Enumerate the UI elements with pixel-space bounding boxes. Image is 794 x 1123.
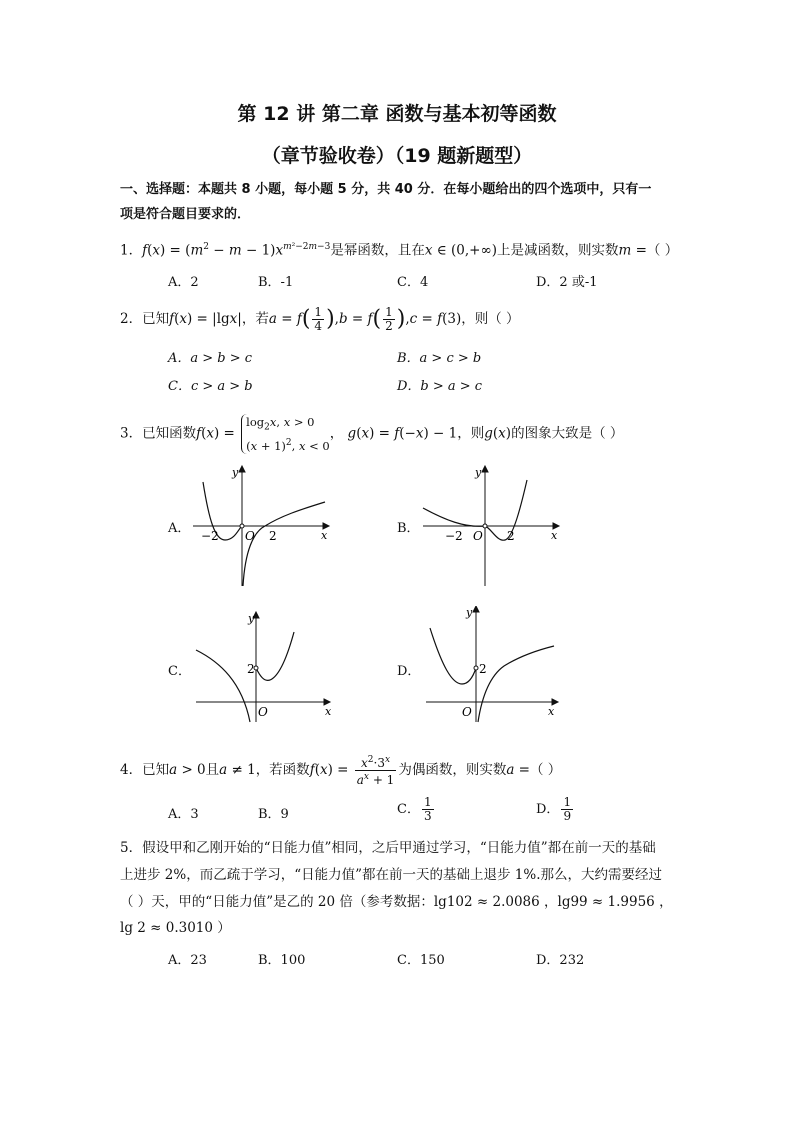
- curve-left: [196, 650, 250, 722]
- q5-option-c[interactable]: C．150: [397, 953, 445, 968]
- q4-option-a[interactable]: A．3: [168, 807, 199, 822]
- q1-option-d[interactable]: D．2 或-1: [536, 275, 598, 290]
- origin-label: O: [462, 705, 472, 719]
- curve-left: [430, 628, 476, 684]
- q3-option-a[interactable]: A．: [168, 521, 191, 536]
- question-3: 3．已知函数$f(x) = \log_2x$, x > 0 $(x + 1)^2$, x < 0， g(x) = f(−x) − 1，则g(x)的图象大致是（ ）: [120, 415, 624, 454]
- curve-right: [478, 646, 554, 722]
- tick-2: 2: [479, 662, 487, 676]
- graph-d[interactable]: [420, 606, 570, 728]
- section-header-line1: 一、选择题：本题共 8 小题，每小题 5 分，共 40 分．在每小题给出的四个选项中，只有一: [120, 182, 652, 197]
- open-point: [474, 666, 478, 670]
- x-label: x: [551, 529, 558, 542]
- question-1: 1．$f(x) = (m^2 - m - 1)x^{m^2-2m-3}$是幂函数，且在x ∈ (0,+∞)上是减函数，则实数m =（ ）: [120, 242, 679, 259]
- origin-label: O: [245, 529, 255, 543]
- q1-interval: x: [424, 242, 433, 259]
- q5-option-a[interactable]: A．23: [168, 953, 207, 968]
- q2-option-c[interactable]: C．c > a > b: [168, 379, 253, 394]
- x-label: x: [325, 705, 332, 718]
- q5-option-d[interactable]: D．232: [536, 953, 585, 968]
- y-arrow: [473, 606, 479, 612]
- curve-right: [256, 632, 294, 680]
- section-header-line2: 项是符合题目要求的．: [120, 207, 251, 222]
- question-5-line2: 上进步 2%，而乙疏于学习，“日能力值”都在前一天的基础上退步 1%.那么，大约需要经过: [120, 867, 663, 883]
- q1-text-c: （ ）: [646, 242, 679, 259]
- q4-number: 4．已知: [120, 762, 170, 778]
- y-arrow: [482, 466, 488, 472]
- q1-option-a[interactable]: A．2: [168, 275, 199, 290]
- q4-option-d[interactable]: D． $\frac{1}{9}$: [536, 795, 572, 823]
- question-2: 2．已知f(x) = |lgx|，若a = f( $\frac{1}{4}$ ),b = f( $\frac{1}{2}$ ),c = f(3)，则（ ）: [120, 305, 520, 333]
- graph-c[interactable]: [190, 606, 340, 728]
- y-label: y: [475, 466, 482, 479]
- q4-text-d: （ ）: [530, 762, 562, 778]
- q2-option-a[interactable]: A．a > b > c: [168, 351, 253, 366]
- open-point: [240, 524, 244, 528]
- q5-option-b[interactable]: B．100: [258, 953, 306, 968]
- q1-option-c[interactable]: C．4: [397, 275, 429, 290]
- q2-option-d[interactable]: D．b > a > c: [397, 379, 483, 394]
- graph-b[interactable]: [415, 462, 575, 592]
- page-title: 第 12 讲 第二章 函数与基本初等函数: [237, 103, 557, 125]
- origin-label: O: [258, 705, 268, 719]
- q4-text-b: ，若函数: [255, 762, 310, 778]
- y-label: y: [466, 606, 473, 619]
- x-label: x: [548, 705, 555, 718]
- q2-number: 2．已知: [120, 311, 170, 327]
- curve-right: [485, 480, 527, 540]
- q2-text-b: ，则（ ）: [461, 311, 520, 327]
- curve-right: [243, 502, 325, 586]
- tick-2: 2: [247, 662, 255, 676]
- y-label: y: [232, 466, 239, 479]
- q1-formula: f: [142, 242, 148, 259]
- tick-pos2: 2: [507, 529, 515, 543]
- y-label: y: [248, 612, 255, 625]
- q1-text-a: 是幂函数，且在: [330, 242, 425, 259]
- y-arrow: [239, 466, 245, 472]
- q3-text-c: 的图象大致是（ ）: [511, 425, 624, 442]
- q2-option-b[interactable]: B．a > c > b: [397, 351, 482, 366]
- q3-piecewise: $\log_2x$, x > 0 $(x + 1)^2$, x < 0: [241, 414, 330, 454]
- q3-option-c[interactable]: C．: [168, 664, 191, 679]
- q4-text-c: 为偶函数，则实数: [398, 762, 507, 778]
- q1-option-b[interactable]: B．-1: [258, 275, 294, 290]
- question-5-line4: lg 2 ≈ 0.3010 ）: [120, 920, 231, 936]
- question-5-line3: （ ）天，甲的“日能力值”是乙的 20 倍（参考数据：lg102 ≈ 2.0086 ，lg99 ≈ 1.9956 ，: [120, 894, 673, 910]
- q4-text-a: 且: [205, 762, 220, 778]
- open-point: [483, 524, 487, 528]
- q4-fraction: $\frac{x^2\cdot 3^x}{a^x + 1}$: [356, 755, 395, 787]
- q3-text-a: ，: [329, 425, 344, 442]
- q3-number: 3．已知函数: [120, 425, 197, 442]
- q1-number: 1．: [120, 242, 143, 259]
- q1-text-b: 上是减函数，则实数: [497, 242, 619, 259]
- question-4: 4．已知a > 0且a ≠ 1，若函数f(x) = $\frac{x^2\cdot 3^x}{a^x + 1}$ 为偶函数，则实数a =（ ）: [120, 755, 562, 787]
- tick-neg2: −2: [445, 529, 463, 543]
- tick-pos2: 2: [269, 529, 277, 543]
- graph-a[interactable]: [185, 462, 345, 592]
- q4-option-b[interactable]: B．9: [258, 807, 289, 822]
- q4-option-c[interactable]: C． $\frac{1}{3}$: [397, 795, 432, 823]
- tick-neg2: −2: [201, 529, 219, 543]
- q2-text-a: ，若: [241, 311, 269, 327]
- page-subtitle: （章节验收卷）（19 题新题型）: [261, 145, 533, 167]
- q3-option-b[interactable]: B．: [397, 521, 420, 536]
- origin-label: O: [473, 529, 483, 543]
- q3-option-d[interactable]: D．: [397, 664, 421, 679]
- q3-text-b: ，则: [457, 425, 485, 442]
- x-label: x: [321, 529, 328, 542]
- curve-left: [423, 508, 485, 526]
- question-5-line1: 5．假设甲和乙刚开始的“日能力值”相同，之后甲通过学习，“日能力值”都在前一天的基础: [120, 840, 656, 856]
